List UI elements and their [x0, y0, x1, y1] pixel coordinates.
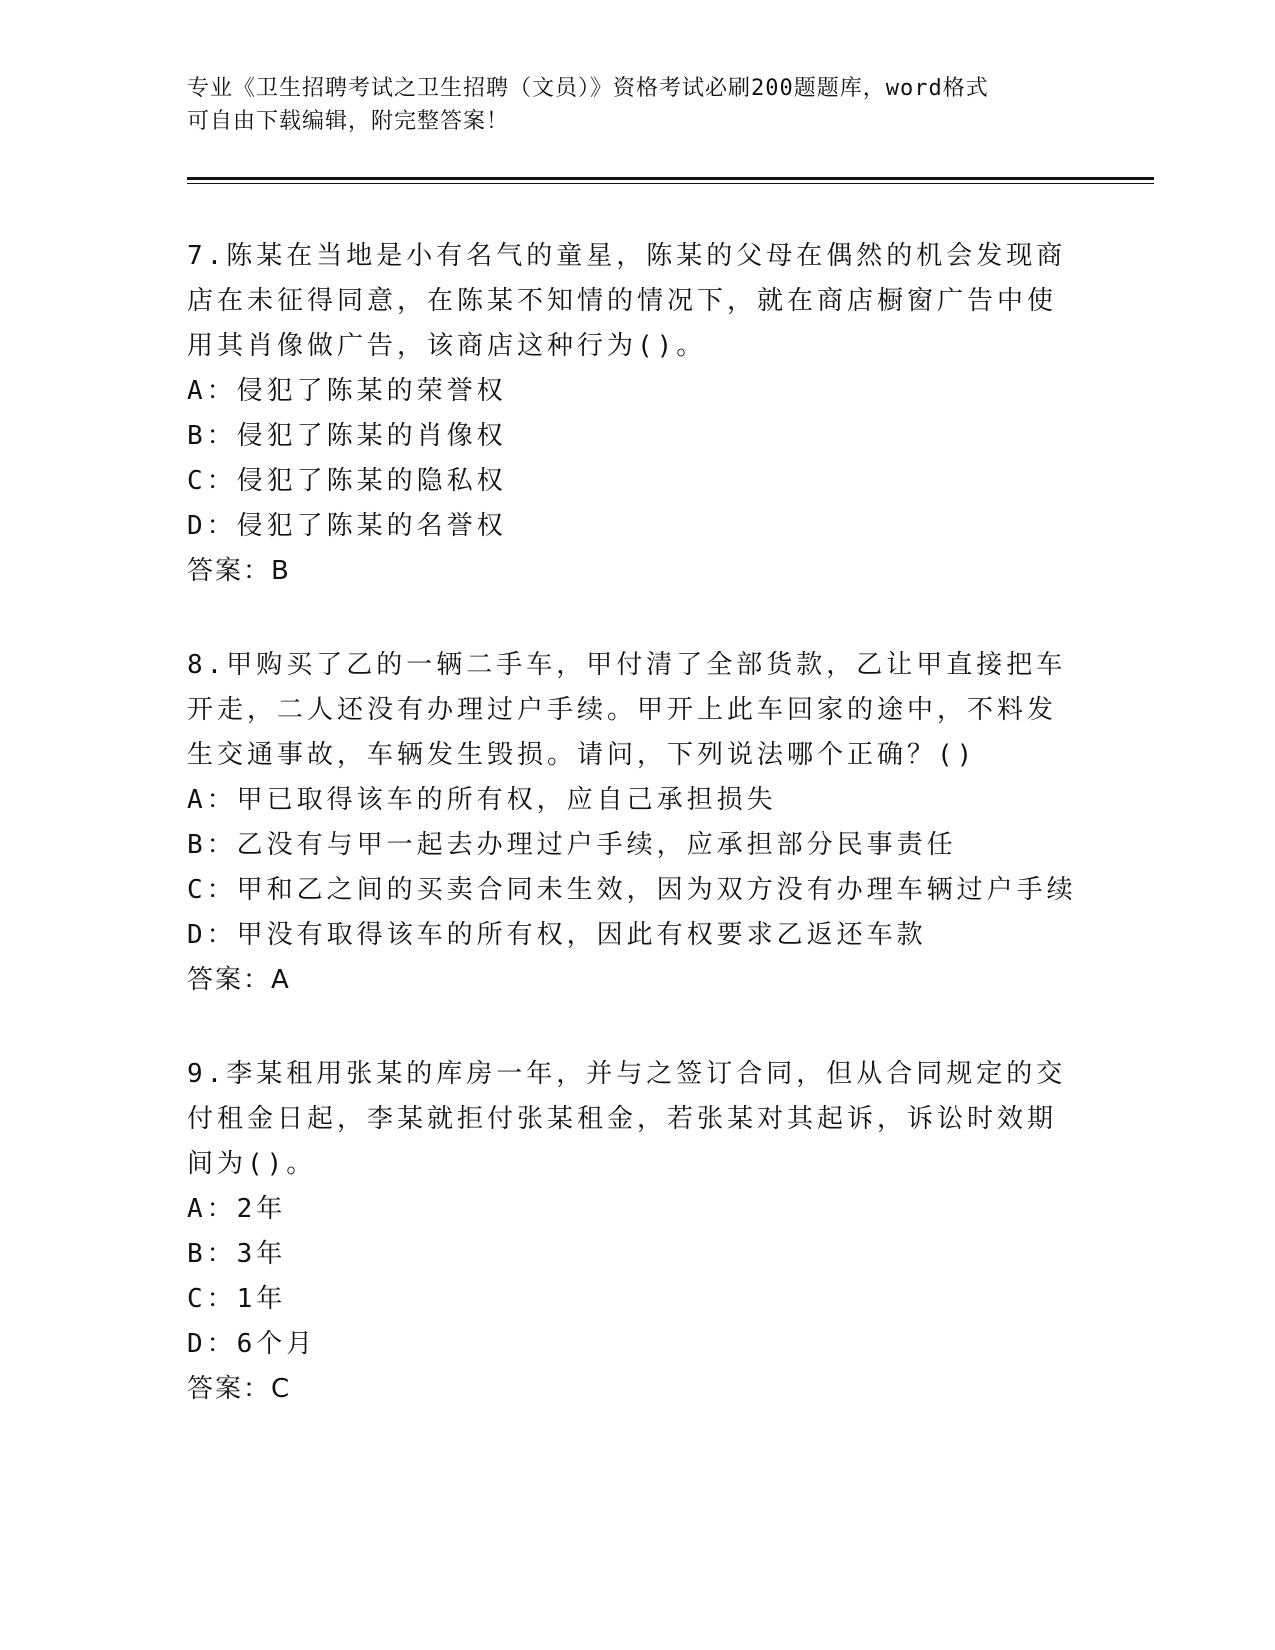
option-a: A：2年	[187, 1194, 287, 1224]
answer: 答案：B	[187, 556, 291, 586]
question-9	[187, 1052, 1067, 1412]
option-c: C：侵犯了陈某的隐私权	[187, 466, 507, 496]
question-stem: 8.甲购买了乙的一辆二手车，甲付清了全部货款，乙让甲直接把车开走，二人还没有办理过户手续。甲开上此车回家的途中，不料发生交通事故，车辆发生毁损。请问，下列说法哪个正确？()	[187, 650, 1067, 770]
header-line-2: 可自由下载编辑，附完整答案！	[187, 109, 510, 134]
option-d: D：6个月	[187, 1329, 317, 1359]
option-c: C：1年	[187, 1284, 287, 1314]
question-8	[187, 643, 1077, 1003]
header-line-1: 专业《卫生招聘考试之卫生招聘（文员）》资格考试必刷200题题库，word格式	[187, 76, 989, 101]
option-b: B：乙没有与甲一起去办理过户手续，应承担部分民事责任	[187, 830, 957, 860]
option-c: C：甲和乙之间的买卖合同未生效，因为双方没有办理车辆过户手续	[187, 875, 1077, 905]
option-a: A：甲已取得该车的所有权，应自己承担损失	[187, 785, 777, 815]
option-b: B：3年	[187, 1239, 287, 1269]
question-stem: 9.李某租用张某的库房一年，并与之签订合同，但从合同规定的交付租金日起，李某就拒付张某租金，若张某对其起诉，诉讼时效期间为()。	[187, 1059, 1067, 1179]
option-d: D：侵犯了陈某的名誉权	[187, 511, 507, 541]
option-d: D：甲没有取得该车的所有权，因此有权要求乙返还车款	[187, 920, 927, 950]
answer: 答案：C	[187, 1374, 292, 1404]
answer: 答案：A	[187, 965, 291, 995]
option-a: A：侵犯了陈某的荣誉权	[187, 376, 507, 406]
question-7	[187, 234, 1067, 594]
header-divider-thin	[187, 183, 1154, 184]
question-stem: 7.陈某在当地是小有名气的童星，陈某的父母在偶然的机会发现商店在未征得同意，在陈某不知情的情况下，就在商店橱窗广告中使用其肖像做广告，该商店这种行为()。	[187, 241, 1067, 361]
option-b: B：侵犯了陈某的肖像权	[187, 421, 507, 451]
header-divider-thick	[187, 177, 1154, 180]
document-header	[187, 72, 1067, 138]
